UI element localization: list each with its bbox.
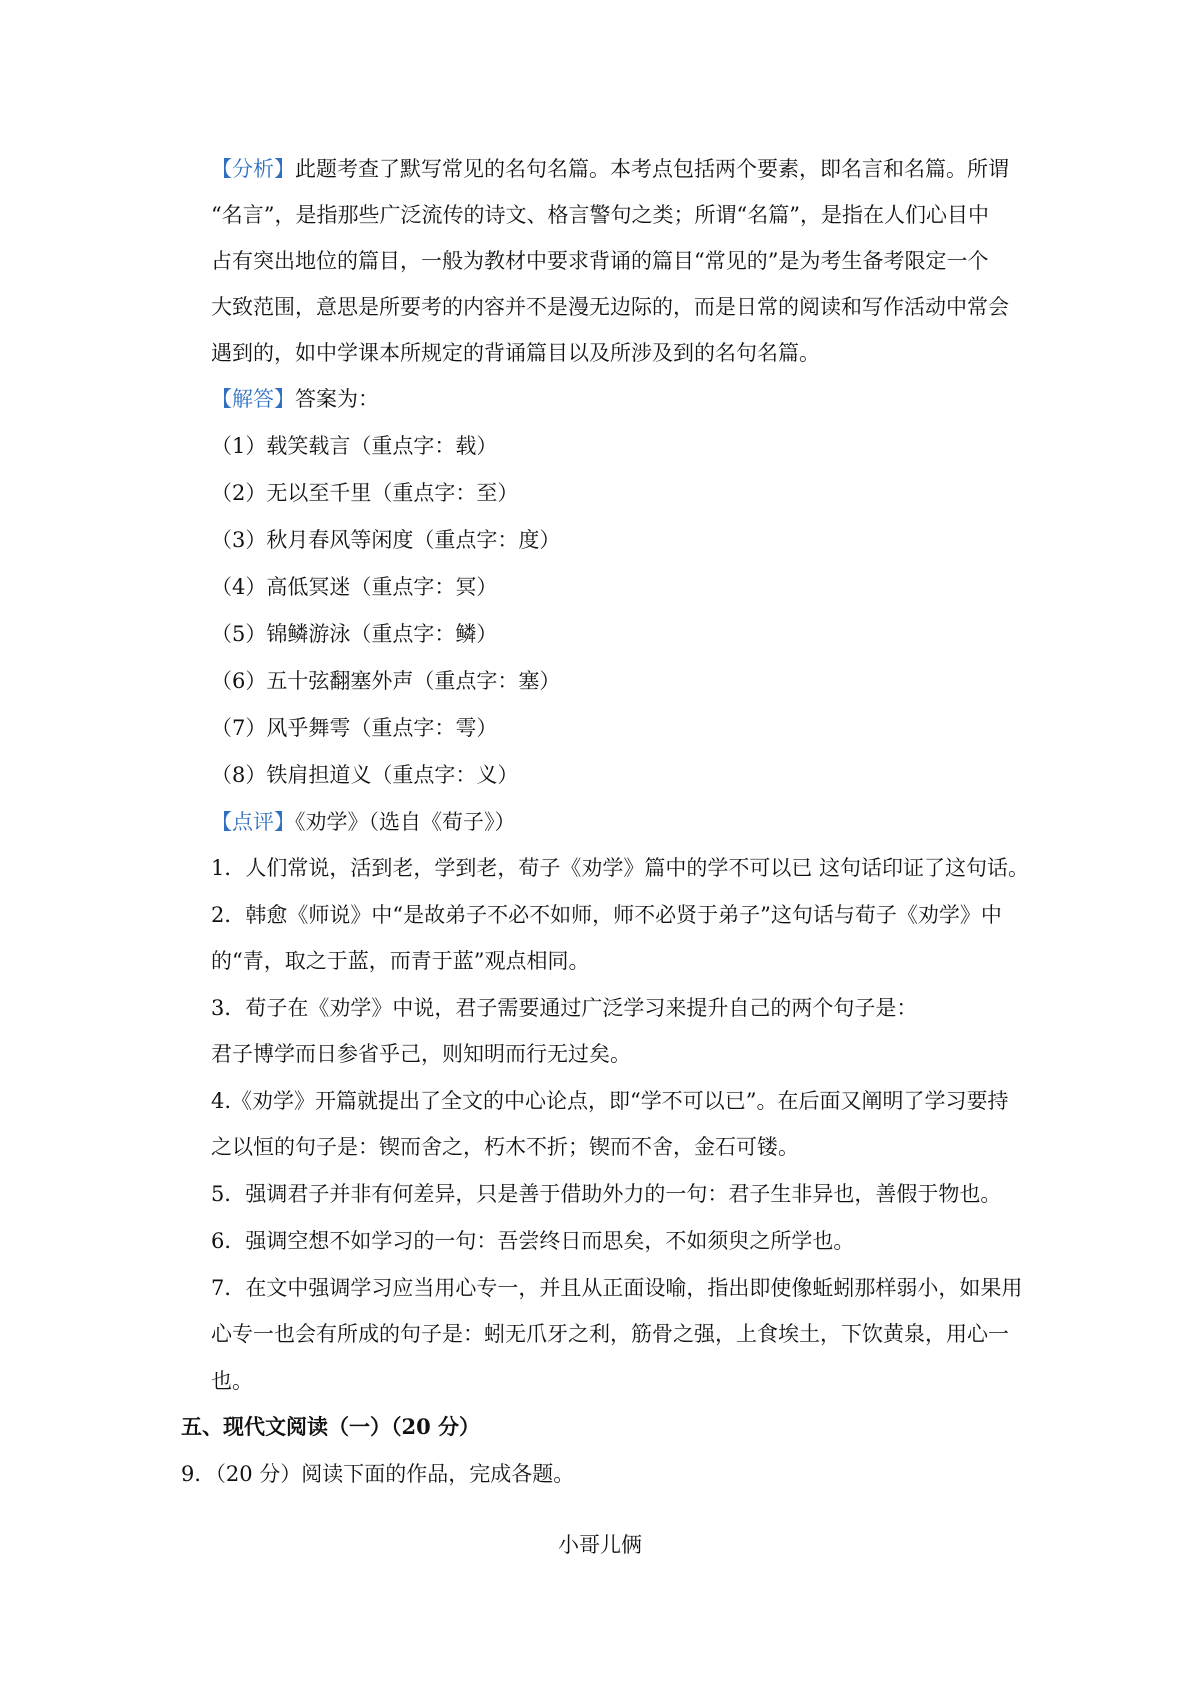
analysis-line-1: 【分析】此题考查了默写常见的名句名篇。本考点包括两个要素，即名言和名篇。所谓 [211,157,1009,181]
comment-line-8: 5．强调君子并非有何差异，只是善于借助外力的一句：君子生非异也，善假于物也。 [211,1182,1002,1206]
answer-intro: 【解答】答案为： [211,387,379,411]
analysis-line-5: 遇到的，如中学课本所规定的背诵篇目以及所涉及到的名句名篇。 [211,341,820,365]
analysis-tag: 【分析】 [211,157,295,181]
comment-intro: 【点评】《劝学》（选自《荀子》） [211,810,516,834]
answer-tag: 【解答】 [211,387,295,411]
answer-item-1: （1）载笑载言（重点字：载） [211,434,498,458]
analysis-line-3: 占有突出地位的篇目，一般为教材中要求背诵的篇目“常见的”是为考生备考限定一个 [211,249,989,273]
section-heading: 五、现代文阅读（一）（20 分） [181,1414,481,1439]
answer-item-2: （2）无以至千里（重点字：至） [211,481,519,505]
analysis-line-2: “名言”，是指那些广泛流传的诗文、格言警句之类；所谓“名篇”，是指在人们心目中 [211,203,989,227]
comment-line-11: 心专一也会有所成的句子是：蚓无爪牙之利，筋骨之强，上食埃土，下饮黄泉，用心一 [211,1322,1009,1346]
comment-line-6: 4.《劝学》开篇就提出了全文的中心论点，即“学不可以已”。在后面又阐明了学习要持 [211,1089,1009,1113]
analysis-line-4: 大致范围，意思是所要考的内容并不是漫无边际的，而是日常的阅读和写作活动中常会 [211,295,1009,319]
answer-item-4: （4）高低冥迷（重点字：冥） [211,575,498,599]
answer-item-8: （8）铁肩担道义（重点字：义） [211,763,519,787]
question-line: 9．（20 分）阅读下面的作品，完成各题。 [181,1462,575,1486]
comment-line-3: 的“青，取之于蓝，而青于蓝”观点相同。 [211,949,590,973]
comment-tag: 【点评】 [211,810,295,834]
comment-line-10: 7．在文中强调学习应当用心专一，并且从正面设喻，指出即使像蚯蚓那样弱小，如果用 [211,1276,1023,1300]
comment-line-5: 君子博学而日参省乎己，则知明而行无过矣。 [211,1042,631,1066]
answer-item-6: （6）五十弦翻塞外声（重点字：塞） [211,669,561,693]
answer-item-7: （7）风乎舞雩（重点字：雩） [211,716,498,740]
article-title: 小哥儿俩 [558,1533,642,1557]
answer-item-3: （3）秋月春风等闲度（重点字：度） [211,528,561,552]
comment-line-1: 1．人们常说，活到老，学到老，荀子《劝学》篇中的学不可以已 这句话印证了这句话。 [211,856,1030,880]
comment-line-4: 3．荀子在《劝学》中说，君子需要通过广泛学习来提升自己的两个句子是： [211,996,918,1020]
comment-line-12: 也。 [211,1369,253,1393]
comment-line-9: 6．强调空想不如学习的一句：吾尝终日而思矣，不如须臾之所学也。 [211,1229,855,1253]
answer-item-5: （5）锦鳞游泳（重点字：鳞） [211,622,498,646]
comment-line-2: 2．韩愈《师说》中“是故弟子不必不如师，师不必贤于弟子”这句话与荀子《劝学》中 [211,903,1002,927]
comment-line-7: 之以恒的句子是：锲而舍之，朽木不折；锲而不舍，金石可镂。 [211,1135,799,1159]
